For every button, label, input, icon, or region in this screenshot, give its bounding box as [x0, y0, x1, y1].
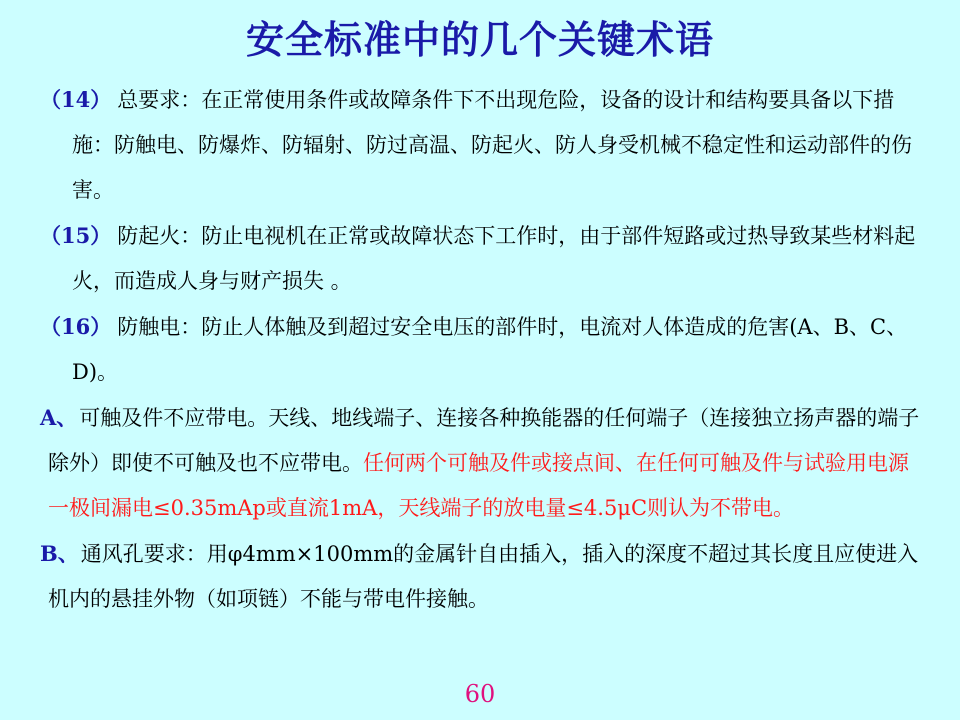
item-text: 通风孔要求：用φ4mm×100mm的金属针自由插入，插入的深度不超过其长度且应使进入机内的悬挂外物（如项链）不能与带电件接触。 [48, 542, 919, 611]
item-highlight-text: 任何两个可触及件或接点间、在任何可触及件与试验用电源一极间漏电≤0.35mAp或直流1mA，天线端子的放电量≤4.5μC则认为不带电。 [48, 451, 909, 520]
list-item-a [40, 395, 920, 531]
list-item-15 [40, 213, 920, 304]
item-label: （14） [40, 87, 112, 112]
item-label: （16） [40, 314, 112, 339]
item-label: B、 [40, 541, 79, 566]
list-item-b [40, 531, 920, 622]
slide-title: 安全标准中的几个关键术语 [245, 18, 714, 62]
content-body [40, 77, 920, 622]
page-number: 60 [464, 680, 496, 708]
list-item-16 [40, 304, 920, 395]
item-text: 总要求：在正常使用条件或故障条件下不出现危险，设备的设计和结构要具备以下措施：防触电、防爆炸、防辐射、防过高温、防起火、防人身受机械不稳定性和运动部件的伤害。 [72, 88, 912, 202]
item-text: 防触电：防止人体触及到超过安全电压的部件时，电流对人体造成的危害(A、B、C、D)。 [72, 315, 908, 384]
item-label: A、 [40, 405, 78, 430]
list-item-14 [40, 77, 920, 213]
item-text: 可触及件不应带电。天线、地线端子、连接各种换能器的任何端子（连接独立扬声器的端子除外）即使不可触及也不应带电。 [48, 406, 920, 475]
item-label: （15） [40, 223, 112, 248]
item-text: 防起火：防止电视机在正常或故障状态下工作时，由于部件短路或过热导致某些材料起火，而造成人身与财产损失 。 [72, 224, 916, 293]
